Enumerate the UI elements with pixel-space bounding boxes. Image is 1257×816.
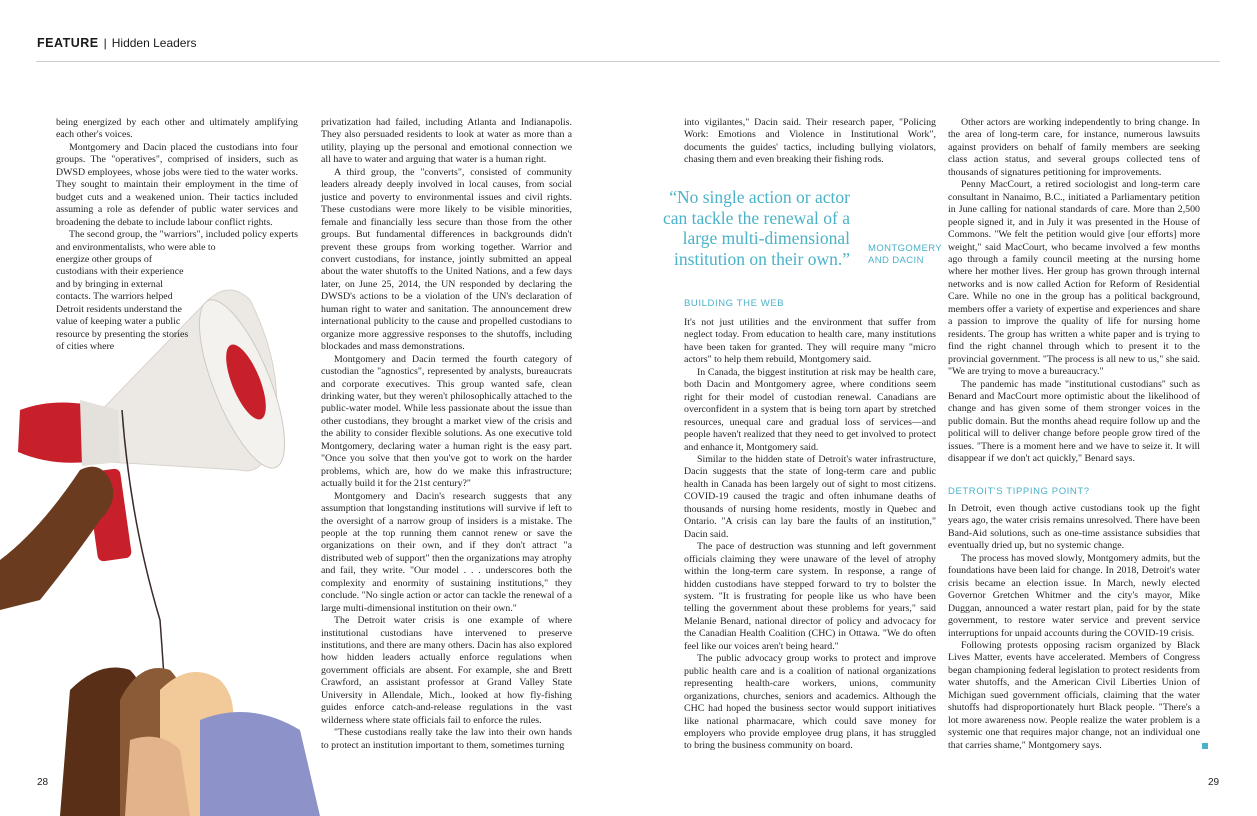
- paragraph: The pandemic has made "institutional custodians" such as Benard and MacCourt more optimistic about the likelihood of change and has given some of them stronger voices in the public domain. But the months ahead require follow up and the political will to deliver change before people grow tired of the issues. "There is a moment here and we have to seize it. It will disappear if we don't act quickly," Benard says.: [948, 378, 1200, 465]
- paragraph: The pace of destruction was stunning and left government officials claiming they were unaware of the level of atrophy within the long-term care system. In response, a range of hidden custodians have stepped forward to try to bolster the system. "It is frustrating for people like us who have been telling the government about these problems for years," said Melanie Benard, national director of policy and advocacy for the Canadian Health Coalition (CHC) in Ottawa. "We do often feel like our voices aren't being heard.": [684, 541, 936, 652]
- column-2: [321, 117, 572, 752]
- paragraph: Montgomery and Dacin termed the fourth category of custodian the "agnostics", represented by analysts, bureaucrats and corporate executives. This group wanted safe, clean drinking water, but they weren't philosophically attached to the public-water model. While less passionate about the issue than other custodians, they brought a market view of the crisis and the ability to consider flexible solutions. As one executive told Montgomery, declaring water a human right is the easy part. "Once you solve that then you've got to work on the harder problems, which are, how do we make this infrastructure; actually build it for the 21st century?": [321, 353, 572, 490]
- paragraph: into vigilantes," Dacin said. Their research paper, "Policing Work: Emotions and Violence in Institutional Work", documents the guides' tactics, including bullying violators, chasing them and even breaking their fishing rods.: [684, 117, 936, 166]
- paragraph: In Canada, the biggest institution at risk may be health care, both Dacin and Montgomery agree, where conditions seem right for their model of custodian renewal. Canadians are overconfident in a system that is being torn apart by stretched resources, unequal care and gradual loss of services—and people haven't realized that they need to get involved to protect and enhance it, Montgomery said.: [684, 366, 936, 453]
- paragraph: being energized by each other and ultimately amplifying each other's voices.: [56, 117, 298, 141]
- subhead-building-the-web: BUILDING THE WEB: [684, 298, 785, 309]
- paragraph: It's not just utilities and the environment that suffer from neglect today. From education to health care, many institutions have been taken for granted. They will require many "micro actors" to help them rebuild, Montgomery said.: [684, 317, 936, 366]
- section-title: Hidden Leaders: [111, 36, 197, 50]
- header-rule: [36, 61, 1220, 62]
- column-3: [684, 317, 936, 753]
- column-1: [56, 117, 298, 354]
- paragraph: Similar to the hidden state of Detroit's water infrastructure, Dacin suggests that the state of long-term care and public health in Canada has been largely out of sight to most citizens. COVID-19 caused the tragic and often inhumane deaths of thousands of nursing home residents, mostly in Quebec and Ontario. "A crisis can lay bare the faults of an institution," Dacin said.: [684, 453, 936, 540]
- paragraph: The process has moved slowly, Montgomery admits, but the foundations have been laid for change. In 2018, Detroit's water crisis became an election issue. In March, newly elected Governor Gretchen Whitmer and the city's mayor, Mike Duggan, announced a water restart plan, paid for by the state government, to restore water service and prevent service interruptions for unpaid accounts during the COVID-19 crisis.: [948, 552, 1200, 639]
- paragraph: The second group, the "warriors", included policy experts and environmentalists, who were able to: [56, 229, 298, 253]
- paragraph: The Detroit water crisis is one example of where institutional custodians have intervened to preserve institutions, and there are many others. Dacin has also explored how hidden leaders actually enforce regulations when government officials are absent. For example, she and Brett Crawford, an assistant professor at Grand Valley State University in Allendale, Mich., looked at how fly-fishing guides enforce catch-and-release regulations in the vast wilderness where state officials fail to enforce the rules.: [321, 615, 572, 726]
- paragraph: The public advocacy group works to protect and improve public health care and is a coalition of national organizations representing health-care workers, unions, community organizations, churches, seniors and academics. Although the CHC had hoped the business sector would support initiatives like national pharmacare, which could save money for employers who provide employee drug plans, it has struggled to bring the business community on board.: [684, 653, 936, 752]
- section-label: FEATURE: [37, 36, 99, 50]
- subhead-detroits-tipping-point: DETROIT'S TIPPING POINT?: [948, 486, 1090, 497]
- header-separator: |: [103, 36, 107, 50]
- end-mark-icon: [1202, 743, 1208, 749]
- pull-quote-attribution: [868, 243, 942, 267]
- paragraph: Montgomery and Dacin placed the custodians into four groups. The "operatives", comprised of insiders, such as DWSD employees, whose jobs were tied to the water works. They sought to maintain their employment in the time of budget cuts and a weakened union. Their tactics included assuming a role as defender of public water services and broadening the debate to include labour conflict rights.: [56, 141, 298, 228]
- paragraph: Montgomery and Dacin's research suggests that any assumption that longstanding institutions will survive if left to the oversight of a narrow group of insiders is a mistake. The people at the top running them cannot renew or save the organizations on their own, and if they don't attract "a distributed web of support" then the organizations may atrophy and fail, they write. "Our model . . . underscores both the complexity and enormity of sustaining institutions," they conclude. "No single action or actor can tackle the renewal of a large multi-dimensional institution on their own.": [321, 490, 572, 614]
- running-header: [37, 36, 196, 50]
- pull-quote: “No single action or actor can tackle the renewal of a large multi-dimensional institution on their own.”: [662, 187, 850, 269]
- attribution-line: AND DACIN: [868, 255, 924, 266]
- paragraph: A third group, the "converts", consisted of community leaders already deeply involved in local causes, from social justice and poverty to environmental issues and civil rights. These custodians were more likely to be visible minorities, female and financially less secure than those from the other groups. But fundamental differences in backgrounds didn't prevent these groups from working together. Warrior and convert custodians, for instance, jointly submitted an appeal about the water shutoffs to the United Nations, and a few days later, on June 25, 2014, the UN responded by declaring the DWSD's actions to be a violation of the UN's declaration of human right to water and sanitation. The announcement drew international publicity to the cause and propelled custodians to organize more aggressive responses to the shutoffs, including blockades and mass demonstrations.: [321, 166, 572, 353]
- paragraph: Following protests opposing racism organized by Black Lives Matter, events have accelerated. Members of Congress began championing federal legislation to protect residents from water shutoffs, and the American Civil Liberties Union of Michigan sued government officials, claiming that the water shutoffs had disproportionately hurt Black people. "There's a lot more awareness now. People realize the water problem is a systemic one that requires major change, not an individual one that carries shame," Montgomery says.: [948, 639, 1200, 751]
- attribution-line: MONTGOMERY: [868, 243, 943, 254]
- paragraph: privatization had failed, including Atlanta and Indianapolis. They also persuaded residents to look at water as more than a utility, playing up the personal and emotional connection we all have to water and arguing that water is a human right.: [321, 117, 572, 166]
- column-3-top: [684, 117, 936, 167]
- sleeve-blue: [200, 712, 320, 816]
- column-4-bottom: [948, 503, 1200, 752]
- paragraph: In Detroit, even though active custodians took up the fight years ago, the water crisis remains unresolved. There have been Band-Aid solutions, such as one-time assistance subsidies that eventually dried up, but no systemic change.: [948, 503, 1200, 552]
- page-number-left: 28: [37, 777, 49, 788]
- page-number-right: 29: [1208, 777, 1220, 788]
- megaphone-collar: [80, 400, 120, 466]
- paragraph: Penny MacCourt, a retired sociologist and long-term care consultant in Nanaimo, B.C., initiated a Parliamentary petition in June calling for national standards of care. More than 2,500 people signed it, and in July it was presented in the House of Commons. "We felt the petition would give [our efforts] more weight," said MacCourt, who became involved a few months ago through a family council meeting at the nursing home where her mother lives. Her group has grown through internal networks and is now called Action for Reform of Residential Care. While no one in the group has a political background, members offer a variety of expertise and experiences and share a passion to improve the quality of life for nursing home residents. The group has written a white paper and is trying to find the right channel through which to present it to the provincial government. "The process is all new to us," she said. "We are trying to move a bureaucracy.": [948, 179, 1200, 378]
- column-4: [948, 117, 1200, 466]
- paragraph: Other actors are working independently to bring change. In the area of long-term care, for instance, numerous lawsuits against providers on behalf of family members are seeking class action status, and several groups collected tens of thousands of signatures petitioning for improvements.: [948, 117, 1200, 178]
- paragraph: "These custodians really take the law into their own hands to protect an institution important to them, sometimes turning: [321, 727, 572, 751]
- paragraph: energize other groups of custodians with their experience and by bringing in external contacts. The warriors helped Detroit residents understand the value of keeping water a public resource by presenting the stories of cities where: [56, 253, 189, 353]
